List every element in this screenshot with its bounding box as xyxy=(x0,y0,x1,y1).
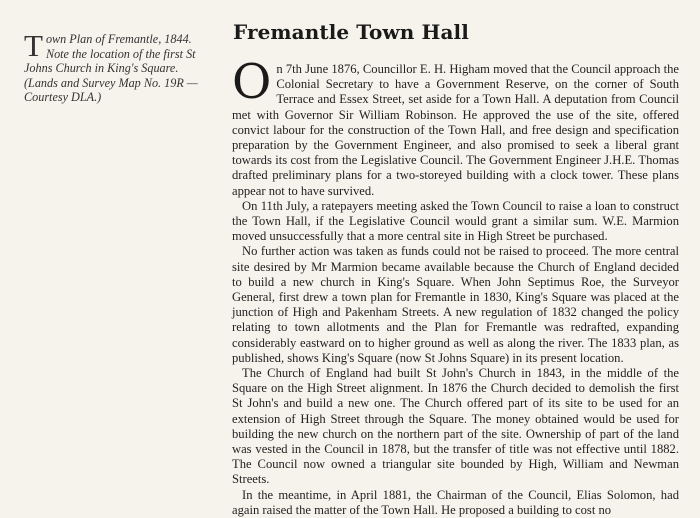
paragraph xyxy=(232,54,679,199)
drop-cap: O xyxy=(232,54,272,110)
paragraph: The Church of England had built St John's Church in 1843, in the middle of the Square on the High Street alignment. In 1876 the Church decided to demolish the first St John's and build a new one. The Church offered part of its site to be used for an extension of High Street through the Square. The money obtained would be used for building the new church on the northern part of the site. Ownership of part of the land was vested in the Council in 1878, but the transfer of title was not effective until 1882. The Council now owned a triangular site bounded by High, William and Newman Streets. xyxy=(232,366,679,487)
paragraph: On 11th July, a ratepayers meeting asked the Town Council to raise a loan to construct the Town Hall, if the Legislative Council would grant a similar sum. W.E. Marmion moved unsuccessfully that a more central site in High Street be purchased. xyxy=(232,198,679,244)
article-body xyxy=(232,54,679,518)
article-title: Fremantle Town Hall xyxy=(233,20,469,44)
caption-text: own Plan of Fremantle, 1844. Note the location of the first St Johns Church in King's Square. (Lands and Survey Map No. 19R — Courtesy DLA.) xyxy=(24,32,198,105)
caption-initial: T xyxy=(24,28,43,63)
paragraph-text: n 7th June 1876, Councillor E. H. Higham moved that the Council approach the Colonial Secretary to have a Government Reserve, on the corner of South Terrace and Essex Street, set aside for a Town Hall. A deputation from Council met with Governor Sir William Robinson. He approved the use of the site, offered convict labour for the construction of the Town Hall, and free design and specification preparation by the Government Engineer, and also promised to seek a liberal grant towards its cost from the Legislative Council. The Government Engineer J.H.E. Thomas drafted preliminary plans for a two-storeyed building with a clock tower. These plans appear not to have survived. xyxy=(232,62,679,198)
paragraph: In the meantime, in April 1881, the Chairman of the Council, Elias Solomon, had again raised the matter of the Town Hall. He proposed a building to cost no xyxy=(232,487,679,517)
map-caption xyxy=(24,28,202,105)
paragraph: No further action was taken as funds could not be raised to proceed. The more central site desired by Mr Marmion became available because the Church of England decided to build a new church in King's Square. When John Septimus Roe, the Surveyor General, first drew a town plan for Fremantle in 1830, King's Square was placed at the junction of High and Pakenham Streets. A new regulation of 1832 changed the policy relating to town allotments and the Plan for Fremantle was redrafted, expanding considerably eastward on to higher ground as well as along the river. The 1833 plan, as published, shows King's Square (now St Johns Square) in its present location. xyxy=(232,244,679,365)
